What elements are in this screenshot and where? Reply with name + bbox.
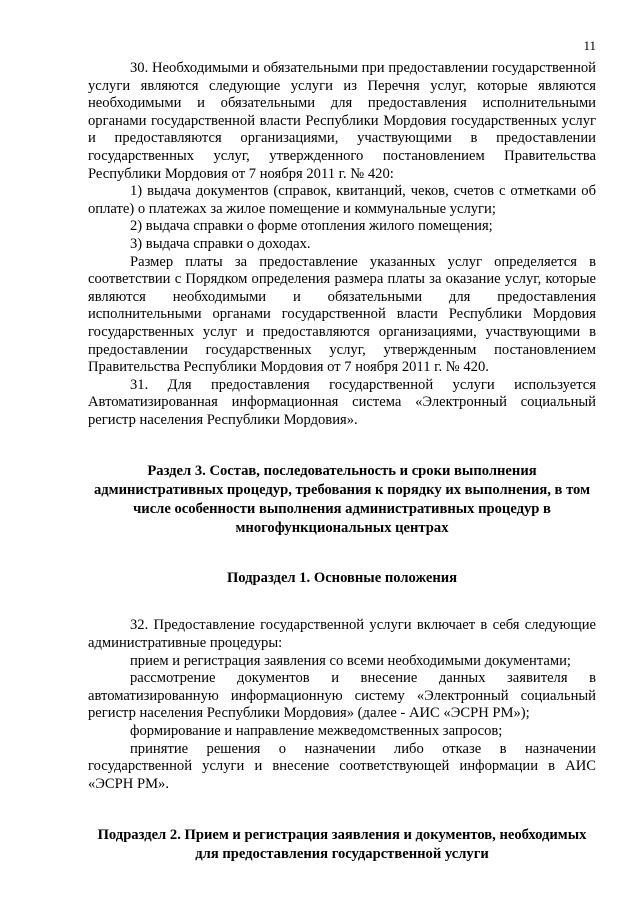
paragraph-32: 32. Предоставление государственной услуги включает в себя следующие административные процедуры: [88,617,596,652]
subsection-2-heading: Подраздел 2. Прием и регистрация заявления и документов, необходимых для предоставления государственной услуги [97,827,587,863]
list-item-2: 2) выдача справки о форме отопления жилого помещения; [130,218,493,235]
paragraph-30: 30. Необходимыми и обязательными при предоставлении государственной услуги являются следующие услуги из Перечня услуг, которые являются необходимыми и обязательными для предоставления исполнительными органами государственной власти Республики Мордовия государственных услуг и предоставляются организациями, участвующими в предоставлении государственных услуг, утвержденного постановлением Правительства Республики Мордовия от 7 ноября 2011 г. № 420: [88,60,596,182]
subsection-1-heading: Подраздел 1. Основные положения [226,569,458,586]
procedure-item-2: рассмотрение документов и внесение данных заявителя в автоматизированную информационную систему «Электронный социальный регистр населения Республики Мордовия» (далее - АИС «ЭСРН РМ»); [88,670,596,722]
procedure-item-4: принятие решения о назначении либо отказе в назначении государственной услуги и внесение соответствующей информации в АИС «ЭСРН РМ». [88,740,596,792]
page-number: 11 [583,38,596,53]
list-item-1: 1) выдача документов (справок, квитанций, чеков, счетов с отметками об оплате) о платежах за жилое помещение и коммунальные услуги; [88,183,596,217]
section-3-heading: Раздел 3. Состав, последовательность и сроки выполнения административных процедур, требования к порядку их выполнения, в том числе особенности выполнения административных процедур в многофункциональных центрах [93,463,591,536]
fee-paragraph: Размер платы за предоставление указанных услуг определяется в соответствии с Порядком определения размера платы за оказание услуг, которые являются необходимыми и обязательными для предоставления исполнительными органами государственной власти Республики Мордовия государственных услуг и предоставляются организациями, участвующими в предоставлении государственных услуг, утвержденным постановлением Правительства Республики Мордовия от 7 ноября 2011 г. № 420. [88,253,596,376]
document-body [88,60,596,864]
paragraph-31: 31. Для предоставления государственной услуги используется Автоматизированная информационная система «Электронный социальный регистр населения Республики Мордовия». [88,376,596,428]
list-item-3: 3) выдача справки о доходах. [130,235,311,252]
procedure-item-1: прием и регистрация заявления со всеми необходимыми документами; [130,652,571,669]
procedure-item-3: формирование и направление межведомственных запросов; [130,723,503,740]
